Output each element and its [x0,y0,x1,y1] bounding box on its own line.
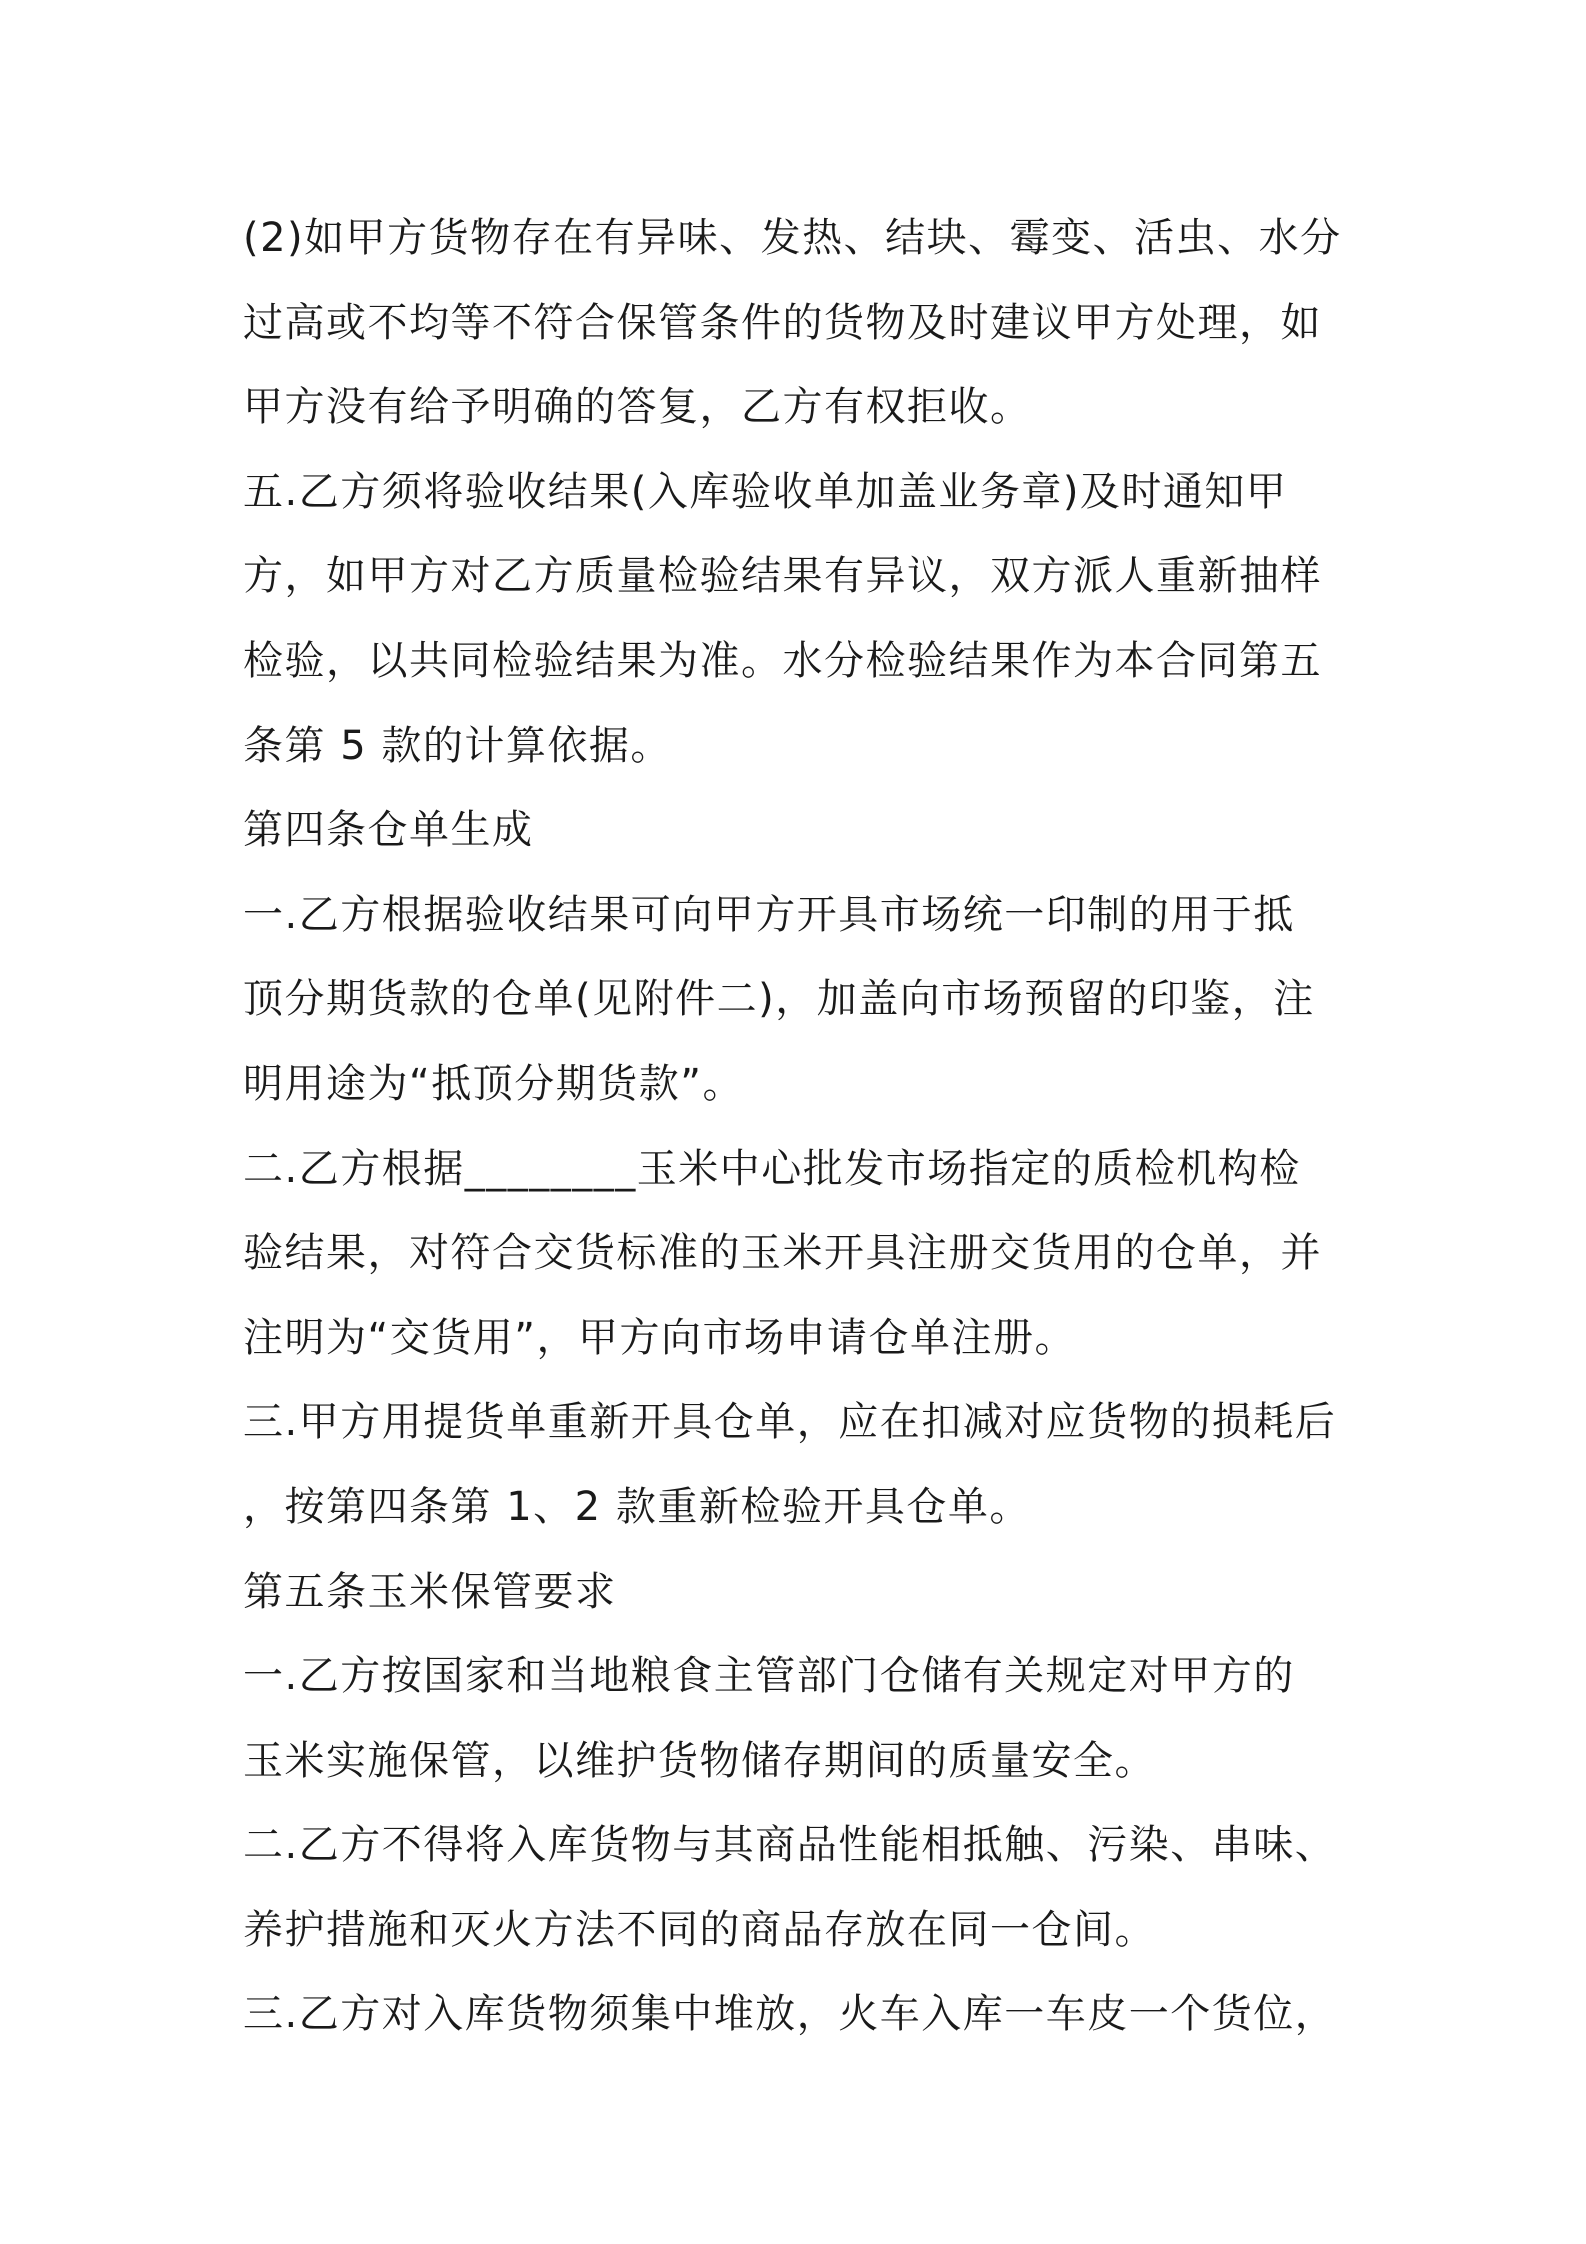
text-line: 条第 5 款的计算依据。 [243,722,672,769]
text-line: 方，如甲方对乙方质量检验结果有异议，双方派人重新抽样 [243,553,1322,600]
text-line: 玉米实施保管，以维护货物储存期间的质量安全。 [243,1737,1156,1784]
text-line: 养护措施和灭火方法不同的商品存放在同一仓间。 [243,1906,1156,1953]
text-line: 二.乙方不得将入库货物与其商品性能相抵触、污染、串味、 [243,1822,1337,1869]
text-line: 三.甲方用提货单重新开具仓单，应在扣减对应货物的损耗后 [243,1399,1337,1446]
text-line: 三.乙方对入库货物须集中堆放，火车入库一车皮一个货位， [243,1991,1337,2038]
text-line: 检验，以共同检验结果为准。水分检验结果作为本合同第五 [243,637,1322,684]
text-line: 明用途为“抵顶分期货款”。 [243,1060,744,1107]
text-line: 甲方没有给予明确的答复，乙方有权拒收。 [243,384,1032,431]
text-line: 过高或不均等不符合保管条件的货物及时建议甲方处理，如 [243,299,1322,346]
document-body [243,196,1358,2057]
text-line: 一.乙方按国家和当地粮食主管部门仓储有关规定对甲方的 [243,1653,1295,1700]
text-line: 顶分期货款的仓单(见附件二)，加盖向市场预留的印鉴，注 [243,976,1315,1023]
text-line: 验结果，对符合交货标准的玉米开具注册交货用的仓单，并 [243,1230,1322,1277]
text-line: ，按第四条第 1、2 款重新检验开具仓单。 [243,1483,1031,1530]
section-heading-article-5: 第五条玉米保管要求 [243,1568,617,1615]
text-line: 二.乙方根据________玉米中心批发市场指定的质检机构检 [243,1145,1301,1192]
text-line: 注明为“交货用”，甲方向市场申请仓单注册。 [243,1314,1076,1361]
text-line: 一.乙方根据验收结果可向甲方开具市场统一印制的用于抵 [243,891,1295,938]
text-line: (2)如甲方货物存在有异味、发热、结块、霉变、活虫、水分 [243,215,1342,261]
text-line: 五.乙方须将验收结果(入库验收单加盖业务章)及时通知甲 [243,468,1288,515]
section-heading-article-4: 第四条仓单生成 [243,807,534,854]
